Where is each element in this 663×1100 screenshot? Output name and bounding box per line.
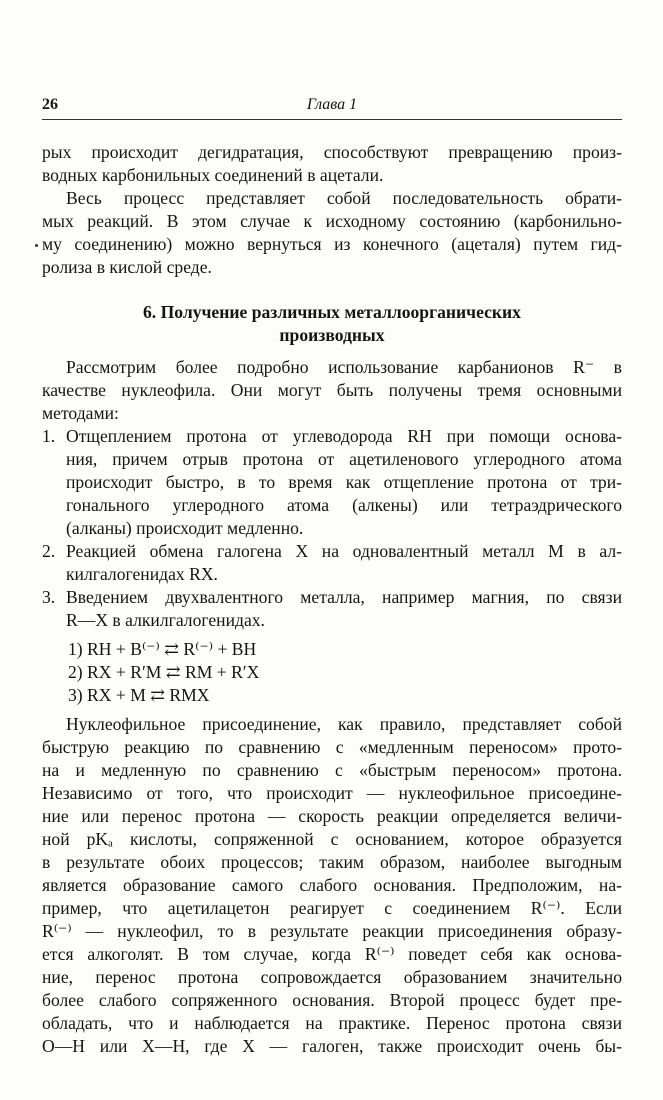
para4-line: пример, что ацетилацетон реагирует с соединением R⁽⁻⁾. Если xyxy=(42,898,622,918)
method1-line: ния, причем отрыв протона от ацетиленового углеродного атома xyxy=(66,449,622,469)
header-rule xyxy=(42,119,622,120)
para4-line: ние, перенос протона сопровождается образованием значительно xyxy=(42,967,622,987)
equation-2: 2) RX + R′M ⇄ RM + R′X xyxy=(68,662,260,682)
list-number: 1. xyxy=(42,426,56,446)
para4-line: на и медленную по сравнению с «быстрым переносом» протона. xyxy=(42,760,622,780)
para2-line: Весь процесс представляет собой последовательность обрати- xyxy=(66,188,622,208)
para4-line: ние или перенос протона — скорость реакции определяется величи- xyxy=(42,806,622,826)
para4-line: обладать, что и наблюдается на практике. Перенос протона связи xyxy=(42,1013,622,1033)
para4-line: ется алкоголят. В том случае, когда R⁽⁻⁾ поведет себя как основа- xyxy=(42,944,622,964)
para4-line: ной pKₐ кислоты, сопряженной с основанием, которое образуется xyxy=(42,829,622,849)
chapter-title: Глава 1 xyxy=(306,96,358,113)
section-title-line: производных xyxy=(279,325,385,345)
method1-line: (алканы) происходит медленно. xyxy=(66,518,304,538)
para4-line: является образование самого слабого основания. Предположим, на- xyxy=(42,875,622,895)
method1-line: происходит быстро, в то время как отщепление протона от три- xyxy=(66,472,622,492)
para4-line: R⁽⁻⁾ — нуклеофил, то в результате реакции присоединения образу- xyxy=(42,921,622,941)
margin-speck xyxy=(35,244,38,247)
para1-line: рых происходит дегидратация, способствуют превращению произ- xyxy=(42,142,622,162)
para4-line: Нуклеофильное присоединение, как правило, представляет собой xyxy=(66,714,622,734)
method2-line: Реакцией обмена галогена X на одновалентный металл M в ал- xyxy=(66,541,622,561)
para3-line: качестве нуклеофила. Они могут быть получены тремя основными xyxy=(42,380,622,400)
equation-3: 3) RX + M ⇄ RMX xyxy=(68,685,210,705)
method3-line: R—X в алкилгалогенидах. xyxy=(66,610,265,630)
para4-line: Независимо от того, что происходит — нуклеофильное присоедине- xyxy=(42,783,622,803)
page-number: 26 xyxy=(42,96,58,113)
para2-line: ролиза в кислой среде. xyxy=(42,257,212,277)
running-header xyxy=(42,96,622,118)
para2-line: му соединению) можно вернуться из конечного (ацеталя) путем гид- xyxy=(42,234,622,254)
para4-line: быструю реакцию по сравнению с «медленным переносом» прото- xyxy=(42,737,622,757)
para3-line: методами: xyxy=(42,403,119,423)
method1-line: гонального углеродного атома (алкены) или тетраэдрического xyxy=(66,495,622,515)
list-number: 3. xyxy=(42,587,56,607)
method2-line: килгалогенидах RX. xyxy=(66,564,218,584)
list-number: 2. xyxy=(42,541,56,561)
para3-line: Рассмотрим более подробно использование карбанионов R⁻ в xyxy=(66,357,622,377)
equation-1: 1) RH + B⁽⁻⁾ ⇄ R⁽⁻⁾ + BH xyxy=(68,639,257,659)
para1-line: водных карбонильных соединений в ацетали. xyxy=(42,165,384,185)
method3-line: Введением двухвалентного металла, например магния, по связи xyxy=(66,587,622,607)
para4-line: O—H или X—H, где X — галоген, также происходит очень бы- xyxy=(42,1036,622,1056)
para2-line: мых реакций. В этом случае к исходному состоянию (карбонильно- xyxy=(42,211,622,231)
para4-line: более слабого сопряженного основания. Второй процесс будет пре- xyxy=(42,990,622,1010)
section-title-line: 6. Получение различных металлоорганических xyxy=(143,302,521,322)
method1-line: Отщеплением протона от углеводорода RH при помощи основа- xyxy=(66,426,622,446)
para4-line: в результате обоих процессов; таким образом, наиболее выгодным xyxy=(42,852,622,872)
